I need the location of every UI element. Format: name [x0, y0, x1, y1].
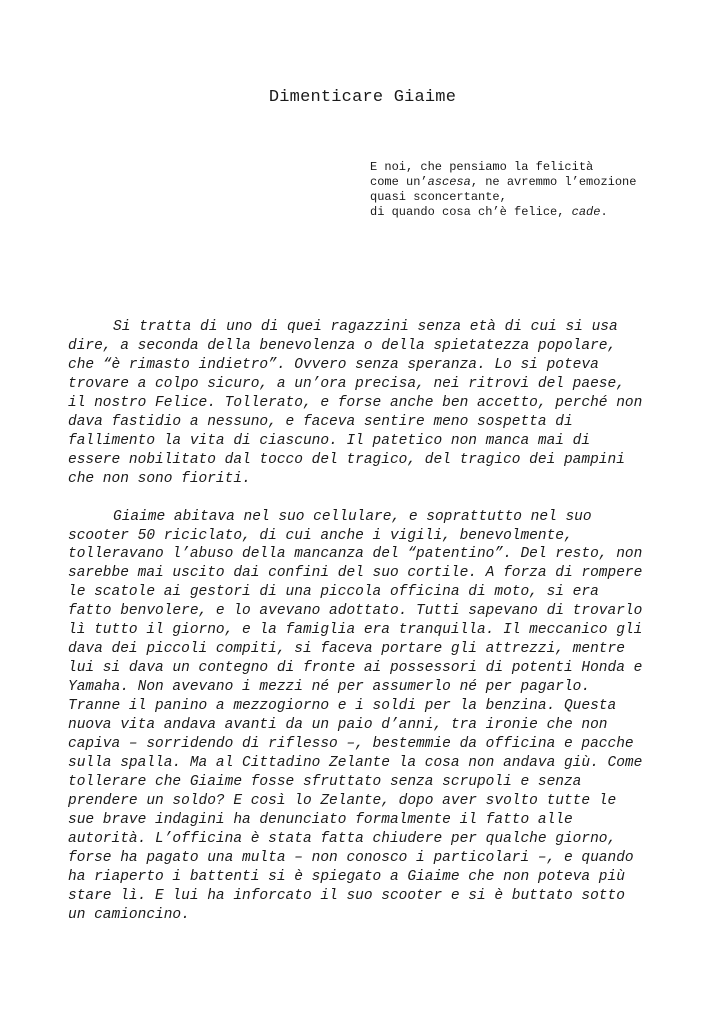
body-text	[68, 318, 668, 925]
paragraph-line: il nostro Felice. Tollerato, e forse anche ben accetto, perché non	[68, 394, 643, 411]
paragraph-line: fallimento la vita di ciascuno. Il patetico non manca mai di	[68, 432, 591, 449]
paragraph-line: lì tutto il giorno, e la famiglia era tranquilla. Il meccanico gli	[68, 622, 643, 639]
paragraph-line: fatto benvolere, e lo avevano adottato. Tutti sapevano di trovarlo	[68, 603, 643, 620]
paragraph-1	[68, 318, 668, 489]
epigraph-text: di quando cosa ch’è felice,	[370, 205, 572, 219]
paragraph-line: le scatole ai gestori di una piccola officina di moto, si era	[68, 584, 599, 601]
paragraph-line: Tranne il panino a mezzogiorno e i soldi per la benzina. Questa	[68, 698, 617, 715]
paragraph-line: Giaime abitava nel suo cellulare, e soprattutto nel suo	[113, 508, 592, 525]
epigraph-line	[370, 160, 636, 175]
epigraph-emphasis: cade	[571, 205, 601, 219]
paragraph-line: capiva – sorridendo di riflesso –, bestemmie da officina e pacche	[68, 736, 634, 753]
paragraph-line: nuova vita andava avanti da un paio d’anni, tra ironie che non	[68, 717, 608, 734]
paragraph-line: prendere un soldo? E così lo Zelante, dopo aver svolto tutte le	[68, 792, 617, 809]
epigraph-emphasis: ascesa	[427, 175, 471, 189]
paragraph-line: tollerare che Giaime fosse sfruttato senza scrupoli e senza	[68, 773, 582, 790]
paragraph-line: un camioncino.	[68, 906, 190, 923]
paragraph-line: che “è rimasto indietro”. Ovvero senza speranza. Lo si poteva	[68, 356, 599, 373]
epigraph-text: , ne avremmo l’emozione	[470, 175, 637, 189]
document-title: Dimenticare Giaime	[268, 88, 457, 107]
paragraph-line: sue brave indagini ha denunciato formalmente il fatto alle	[68, 811, 573, 828]
epigraph-text: .	[600, 205, 608, 219]
epigraph-line	[370, 205, 636, 220]
paragraph-line: autorità. L’officina è stata fatta chiudere per qualche giorno,	[68, 830, 617, 847]
epigraph-text: come un’	[370, 175, 428, 189]
epigraph-line	[370, 175, 636, 190]
epigraph-text: E noi, che pensiamo la felicità	[370, 160, 594, 174]
paragraph-line: Yamaha. Non avevano i mezzi né per assumerlo né per pagarlo.	[68, 679, 591, 696]
paragraph-line: tolleravano l’abuso della mancanza del “patentino”. Del resto, non	[68, 546, 643, 563]
epigraph	[370, 160, 636, 220]
paragraph-line: sulla spalla. Ma al Cittadino Zelante la cosa non andava giù. Come	[68, 754, 643, 771]
paragraph-2	[68, 508, 668, 925]
paragraph-line: ha riaperto i battenti si è spiegato a Giaime che non poteva più	[68, 868, 625, 885]
epigraph-text: quasi sconcertante,	[370, 190, 507, 204]
epigraph-line	[370, 190, 636, 205]
paragraph-line: trovare a colpo sicuro, a un’ora precisa, nei ritrovi del paese,	[68, 375, 625, 392]
paragraph-line: scooter 50 riciclato, di cui anche i vigili, benevolmente,	[68, 527, 573, 544]
paragraph-line: Si tratta di uno di quei ragazzini senza età di cui si usa	[113, 319, 618, 335]
paragraph-line: dava dei piccoli compiti, si faceva portare gli attrezzi, mentre	[68, 641, 625, 658]
paragraph-line: lui si dava un contegno di fronte ai possessori di potenti Honda e	[68, 660, 643, 677]
paragraph-line: forse ha pagato una multa – non conosco i particolari –, e quando	[68, 849, 634, 866]
paragraph-line: dire, a seconda della benevolenza o della spietatezza popolare,	[68, 337, 617, 354]
paragraph-line: che non sono fioriti.	[68, 470, 251, 487]
paragraph-line: essere nobilitato dal tocco del tragico, del tragico dei pampini	[68, 451, 625, 468]
paragraph-line: sarebbe mai uscito dai confini del suo cortile. A forza di rompere	[68, 565, 643, 582]
paragraph-line: dava fastidio a nessuno, e faceva sentire meno sospetta di	[68, 413, 573, 430]
paragraph-line: stare lì. E lui ha inforcato il suo scooter e si è buttato sotto	[68, 887, 625, 904]
